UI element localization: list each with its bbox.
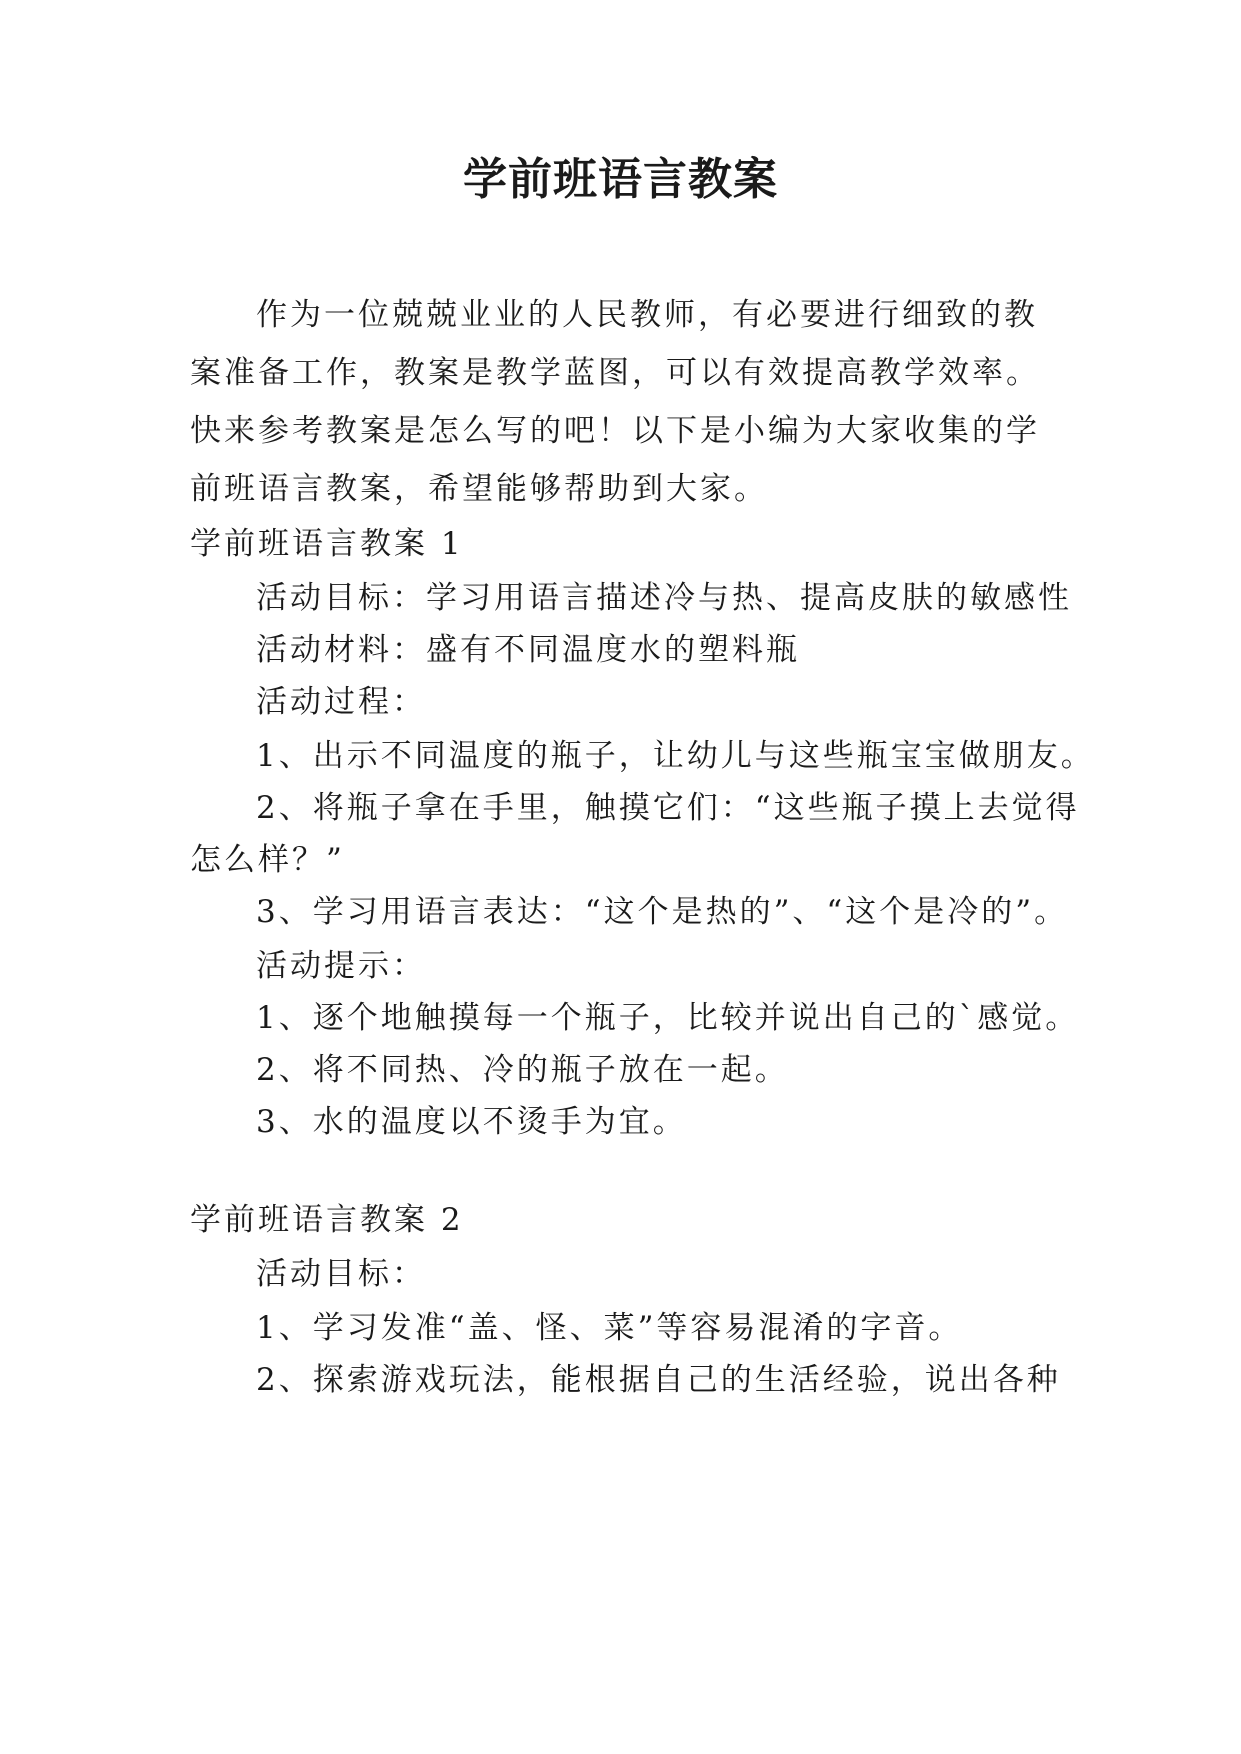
goal-item-2: 2、探索游戏玩法，能根据自己的生活经验，说出各种 xyxy=(256,1362,1061,1398)
process-step-2-line-2: 怎么样？” xyxy=(190,842,345,878)
activity-tips-label: 活动提示： xyxy=(256,948,426,984)
intro-paragraph: 作为一位兢兢业业的人民教师，有必要进行细致的教案准备工作，教案是教学蓝图，可以有效提高教学效率。快来参考教案是怎么写的吧！以下是小编为大家收集的学前班语言教案，希望能够帮助到大家。 xyxy=(190,297,1040,507)
tip-1: 1、逐个地触摸每一个瓶子，比较并说出自己的`感觉。 xyxy=(256,1000,1080,1036)
section-heading-2: 学前班语言教案 2 xyxy=(190,1202,464,1238)
tip-3: 3、水的温度以不烫手为宜。 xyxy=(256,1104,687,1140)
process-step-1: 1、出示不同温度的瓶子，让幼儿与这些瓶宝宝做朋友。 xyxy=(256,738,1095,774)
section-heading-1: 学前班语言教案 1 xyxy=(190,526,464,562)
process-step-3: 3、学习用语言表达：“这个是热的”、“这个是冷的”。 xyxy=(256,894,1069,930)
activity-process-label: 活动过程： xyxy=(256,684,426,720)
process-step-2-line-1: 2、将瓶子拿在手里，触摸它们：“这些瓶子摸上去觉得 xyxy=(256,790,1080,826)
tip-2: 2、将不同热、冷的瓶子放在一起。 xyxy=(256,1052,789,1088)
page-title: 学前班语言教案 xyxy=(463,154,778,205)
goal-item-1: 1、学习发准“盖、怪、菜”等容易混淆的字音。 xyxy=(256,1310,963,1346)
activity-goal-label: 活动目标： xyxy=(256,1256,426,1292)
activity-materials: 活动材料：盛有不同温度水的塑料瓶 xyxy=(256,632,800,668)
activity-goal: 活动目标：学习用语言描述冷与热、提高皮肤的敏感性 xyxy=(256,580,1072,616)
